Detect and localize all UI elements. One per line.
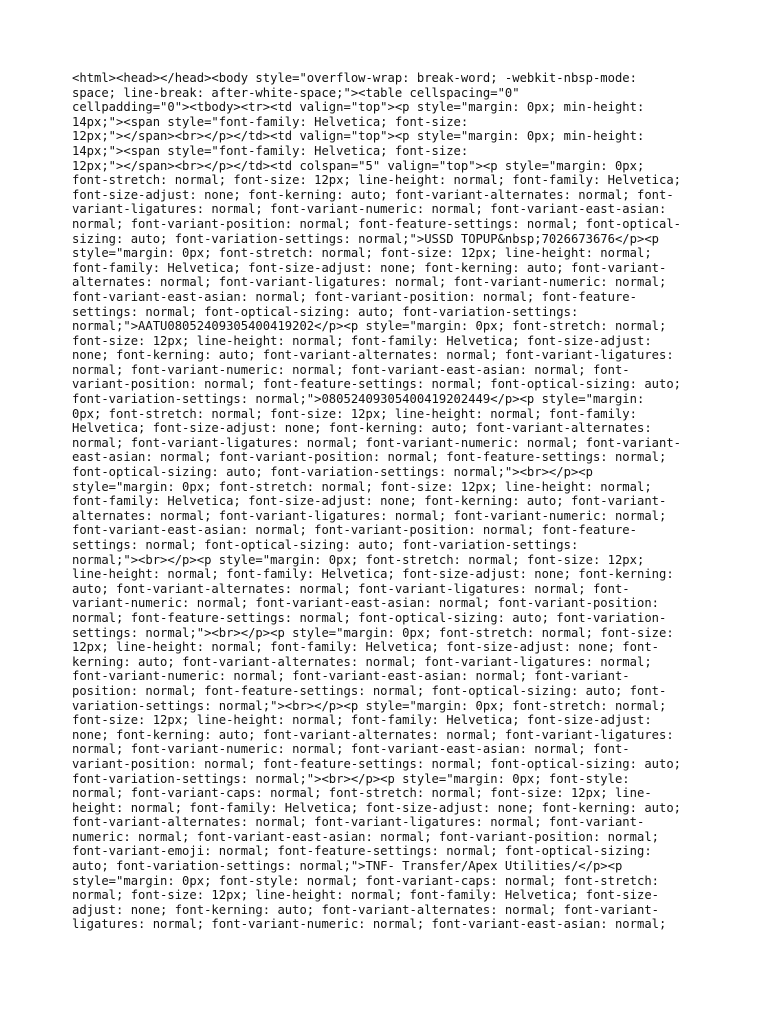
source-line: variation-settings: normal;"><br></p><p style="margin: 0px; font-stretch: normal; (72, 698, 667, 713)
html-source-text (72, 71, 702, 932)
source-line: normal; font-variant-caps: normal; font-stretch: normal; font-size: 12px; line- (72, 786, 652, 801)
source-line: height: normal; font-family: Helvetica; font-size-adjust: none; font-kerning: auto; (72, 800, 682, 815)
source-line: adjust: none; font-kerning: auto; font-variant-alternates: normal; font-variant- (72, 902, 659, 917)
source-line: settings: normal;"><br></p><p style="margin: 0px; font-stretch: normal; font-size: (72, 625, 674, 640)
source-line: none; font-kerning: auto; font-variant-alternates: normal; font-variant-ligatures: (72, 727, 674, 742)
source-line: sizing: auto; font-variation-settings: normal;">USSD TOPUP&nbsp;7026673676</p><p (72, 231, 659, 246)
source-line: 12px; line-height: normal; font-family: Helvetica; font-size-adjust: none; font- (72, 640, 659, 655)
source-line: font-variation-settings: normal;">08052409305400419202449</p><p style="margin: (72, 392, 645, 407)
source-line: font-optical-sizing: auto; font-variation-settings: normal;"><br></p><p (72, 465, 593, 480)
source-line: normal; font-variant-numeric: normal; font-variant-east-asian: normal; font- (72, 742, 630, 757)
source-line: 14px;"><span style="font-family: Helvetica; font-size: (72, 143, 469, 158)
source-line: line-height: normal; font-family: Helvetica; font-size-adjust: none; font-kerning: (72, 567, 674, 582)
source-line: space; line-break: after-white-space;"><table cellspacing="0" (72, 85, 520, 100)
source-line: cellpadding="0"><tbody><tr><td valign="top"><p style="margin: 0px; min-height: (72, 100, 645, 115)
source-line: variant-position: normal; font-feature-settings: normal; font-optical-sizing: auto; (72, 377, 682, 392)
source-line: font-family: Helvetica; font-size-adjust: none; font-kerning: auto; font-variant- (72, 260, 667, 275)
source-line: style="margin: 0px; font-stretch: normal; font-size: 12px; line-height: normal; (72, 479, 652, 494)
source-line: auto; font-variation-settings: normal;">TNF- Transfer/Apex Utilities/</p><p (72, 859, 623, 874)
source-line: variant-numeric: normal; font-variant-east-asian: normal; font-variant-position: (72, 596, 659, 611)
source-line: 14px;"><span style="font-family: Helvetica; font-size: (72, 114, 469, 129)
source-line: font-size: 12px; line-height: normal; font-family: Helvetica; font-size-adjust: (72, 333, 652, 348)
source-line: normal;"><br></p><p style="margin: 0px; font-stretch: normal; font-size: 12px; (72, 552, 645, 567)
source-line: font-variation-settings: normal;"><br></p><p style="margin: 0px; font-style: (72, 771, 630, 786)
source-line: position: normal; font-feature-settings: normal; font-optical-sizing: auto; font- (72, 683, 667, 698)
source-line: <html><head></head><body style="overflow-wrap: break-word; -webkit-nbsp-mode: (72, 71, 637, 85)
source-line: numeric: normal; font-variant-east-asian: normal; font-variant-position: normal; (72, 829, 659, 844)
source-line: alternates: normal; font-variant-ligatures: normal; font-variant-numeric: normal; (72, 508, 667, 523)
source-line: normal; font-variant-numeric: normal; font-variant-east-asian: normal; font- (72, 362, 630, 377)
source-line: settings: normal; font-optical-sizing: auto; font-variation-settings: (72, 538, 579, 552)
source-line: alternates: normal; font-variant-ligatures: normal; font-variant-numeric: normal; (72, 275, 667, 290)
source-line: 0px; font-stretch: normal; font-size: 12px; line-height: normal; font-family: (72, 406, 637, 421)
source-line: font-variant-numeric: normal; font-variant-east-asian: normal; font-variant- (72, 669, 630, 684)
source-line: east-asian: normal; font-variant-position: normal; font-feature-settings: normal; (72, 450, 667, 465)
source-line: font-variant-east-asian: normal; font-variant-position: normal; font-feature- (72, 289, 637, 304)
source-line: ligatures: normal; font-variant-numeric: normal; font-variant-east-asian: normal; (72, 917, 667, 932)
source-line: font-size-adjust: none; font-kerning: auto; font-variant-alternates: normal; font- (72, 187, 674, 202)
source-line: font-family: Helvetica; font-size-adjust: none; font-kerning: auto; font-variant- (72, 494, 667, 509)
source-line: variant-ligatures: normal; font-variant-numeric: normal; font-variant-east-asian: (72, 202, 667, 217)
source-line: kerning: auto; font-variant-alternates: normal; font-variant-ligatures: normal; (72, 654, 652, 669)
source-line: 12px;"></span><br></p></td><td valign="top"><p style="margin: 0px; min-height: (72, 129, 645, 144)
source-line: normal; font-variant-ligatures: normal; font-variant-numeric: normal; font-variant- (72, 435, 682, 450)
source-line: font-stretch: normal; font-size: 12px; line-height: normal; font-family: Helvetica; (72, 173, 682, 188)
source-line: font-variant-alternates: normal; font-variant-ligatures: normal; font-variant- (72, 815, 645, 830)
source-line: normal; font-size: 12px; line-height: normal; font-family: Helvetica; font-size- (72, 888, 659, 903)
source-line: settings: normal; font-optical-sizing: auto; font-variation-settings: (72, 304, 579, 319)
source-line: style="margin: 0px; font-stretch: normal; font-size: 12px; line-height: normal; (72, 246, 652, 261)
source-line: font-variant-emoji: normal; font-feature-settings: normal; font-optical-sizing: (72, 844, 652, 859)
source-line: none; font-kerning: auto; font-variant-alternates: normal; font-variant-ligatures: (72, 348, 674, 363)
source-line: normal; font-feature-settings: normal; font-optical-sizing: auto; font-variation- (72, 610, 667, 625)
source-line: Helvetica; font-size-adjust: none; font-kerning: auto; font-variant-alternates: (72, 421, 652, 436)
source-line: variant-position: normal; font-feature-settings: normal; font-optical-sizing: auto; (72, 756, 682, 771)
source-line: normal; font-variant-position: normal; font-feature-settings: normal; font-optical- (72, 216, 682, 231)
source-line: font-size: 12px; line-height: normal; font-family: Helvetica; font-size-adjust: (72, 713, 652, 728)
source-line: normal;">AATU08052409305400419202</p><p style="margin: 0px; font-stretch: normal; (72, 319, 667, 334)
source-line: font-variant-east-asian: normal; font-variant-position: normal; font-feature- (72, 523, 637, 538)
source-line: 12px;"></span><br></p></td><td colspan="5" valign="top"><p style="margin: 0px; (72, 158, 645, 173)
source-line: auto; font-variant-alternates: normal; font-variant-ligatures: normal; font- (72, 581, 630, 596)
source-line: style="margin: 0px; font-style: normal; font-variant-caps: normal; font-stretch: (72, 873, 659, 888)
